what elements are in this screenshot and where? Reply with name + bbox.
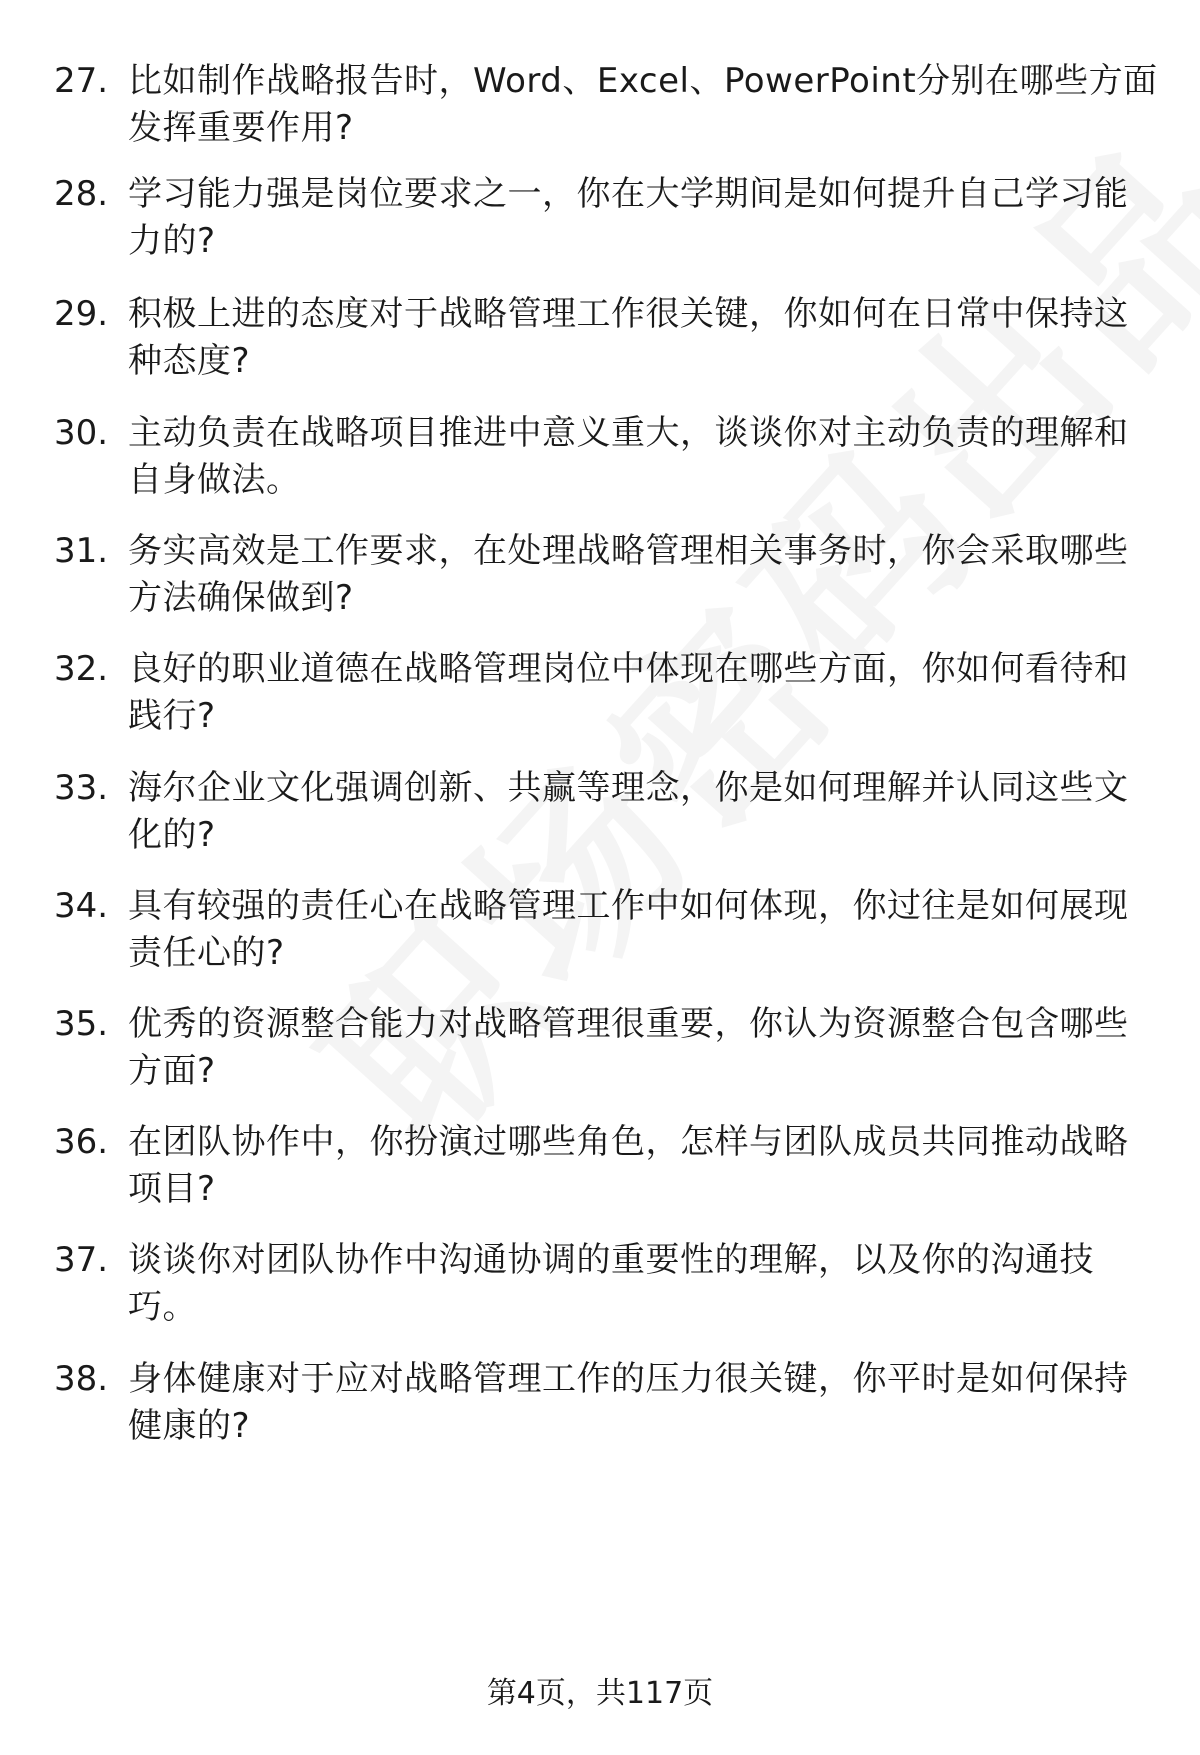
question-number: 35. — [54, 1004, 109, 1044]
question-number: 33. — [54, 768, 109, 808]
question-number: 31. — [54, 531, 109, 571]
question-number: 28. — [54, 174, 109, 214]
question-text: 在团队协作中，你扮演过哪些角色，怎样与团队成员共同推动战略项目? — [128, 1122, 1129, 1209]
question-text: 具有较强的责任心在战略管理工作中如何体现，你过往是如何展现责任心的? — [128, 886, 1129, 973]
question-text: 比如制作战略报告时，Word、Excel、PowerPoint分别在哪些方面发挥重要作用? — [128, 61, 1158, 148]
question-text: 优秀的资源整合能力对战略管理很重要，你认为资源整合包含哪些方面? — [128, 1004, 1129, 1091]
question-number: 36. — [54, 1122, 109, 1162]
question-number: 29. — [54, 294, 109, 334]
question-text: 海尔企业文化强调创新、共赢等理念，你是如何理解并认同这些文化的? — [128, 768, 1129, 855]
question-number: 32. — [54, 649, 109, 689]
question-text: 良好的职业道德在战略管理岗位中体现在哪些方面，你如何看待和践行? — [128, 649, 1129, 736]
page-footer: 第4页，共117页 — [486, 1676, 714, 1711]
question-text: 主动负责在战略项目推进中意义重大，谈谈你对主动负责的理解和自身做法。 — [128, 413, 1129, 500]
question-text: 积极上进的态度对于战略管理工作很关键，你如何在日常中保持这种态度? — [128, 294, 1129, 381]
question-number: 34. — [54, 886, 109, 926]
question-number: 30. — [54, 413, 109, 453]
question-number: 27. — [54, 61, 109, 101]
question-number: 37. — [54, 1240, 109, 1280]
question-text: 学习能力强是岗位要求之一，你在大学期间是如何提升自己学习能力的? — [128, 174, 1129, 261]
question-text: 谈谈你对团队协作中沟通协调的重要性的理解，以及你的沟通技巧。 — [128, 1240, 1094, 1327]
question-number: 38. — [54, 1359, 109, 1399]
question-text: 身体健康对于应对战略管理工作的压力很关键，你平时是如何保持健康的? — [128, 1359, 1129, 1446]
question-text: 务实高效是工作要求，在处理战略管理相关事务时，你会采取哪些方法确保做到? — [128, 531, 1129, 618]
